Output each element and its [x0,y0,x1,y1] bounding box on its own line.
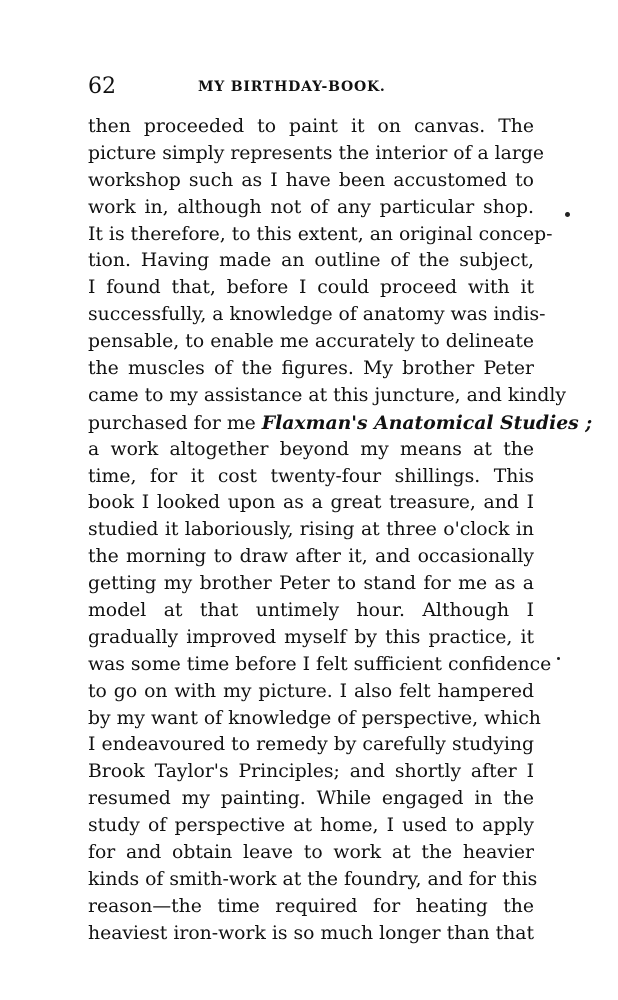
text-line: I endeavoured to remedy by carefully studying [88,734,534,756]
text-line: book I looked upon as a great treasure, and I [88,492,534,514]
text-line: successfully, a knowledge of anatomy was indis- [88,304,546,326]
ink-speck [565,212,570,217]
text-line: study of perspective at home, I used to apply [88,815,534,837]
text-line: Brook Taylor's Principles; and shortly after I [88,761,534,783]
text-line: gradually improved myself by this practice, it [88,626,534,648]
text-line: for and obtain leave to work at the heavier [88,842,534,864]
text-line: work in, although not of any particular shop. [88,196,534,218]
text-line: It is therefore, to this extent, an original concep- [88,223,553,245]
ink-speck [557,657,560,660]
text-line: time, for it cost twenty-four shillings. This [88,465,534,487]
text-line: came to my assistance at this juncture, and kindly [88,384,566,406]
text-line: kinds of smith-work at the foundry, and for this [88,868,538,890]
text-line: pensable, to enable me accurately to delineate [88,331,534,353]
book-title-italic: Flaxman's Anatomical Studies ; [261,411,593,434]
text-line: getting my brother Peter to stand for me as a [88,573,534,595]
text-line: the morning to draw after it, and occasionally [88,546,534,568]
text-line-roman: purchased for me [88,412,262,434]
text-line: to go on with my picture. I also felt hampered [88,680,534,702]
text-line: picture simply represents the interior of a large [88,142,544,164]
text-line: studied it laboriously, rising at three o'clock in [88,519,534,541]
text-line: reason—the time required for heating the [88,895,534,917]
text-line: resumed my painting. While engaged in the [88,788,534,810]
running-head-title: MY BIRTHDAY-BOOK. [198,79,386,95]
text-line: model at that untimely hour. Although I [88,600,534,622]
text-line: a work altogether beyond my means at the [88,438,534,460]
running-head [88,74,534,100]
text-line: workshop such as I have been accustomed to [88,169,534,191]
text-line: then proceeded to paint it on canvas. The [88,116,534,137]
text-line: tion. Having made an outline of the subject, [88,250,534,272]
page-number: 62 [88,74,116,99]
text-line: I found that, before I could proceed with it [88,277,534,299]
text-line: by my want of knowledge of perspective, which [88,707,541,729]
text-line: was some time before I felt sufficient confidence [88,653,552,675]
text-line: heaviest iron-work is so much longer than that [88,922,534,944]
body-text [88,114,593,948]
text-line-with-italic-title [88,410,593,437]
text-line: the muscles of the figures. My brother Peter [88,358,534,380]
